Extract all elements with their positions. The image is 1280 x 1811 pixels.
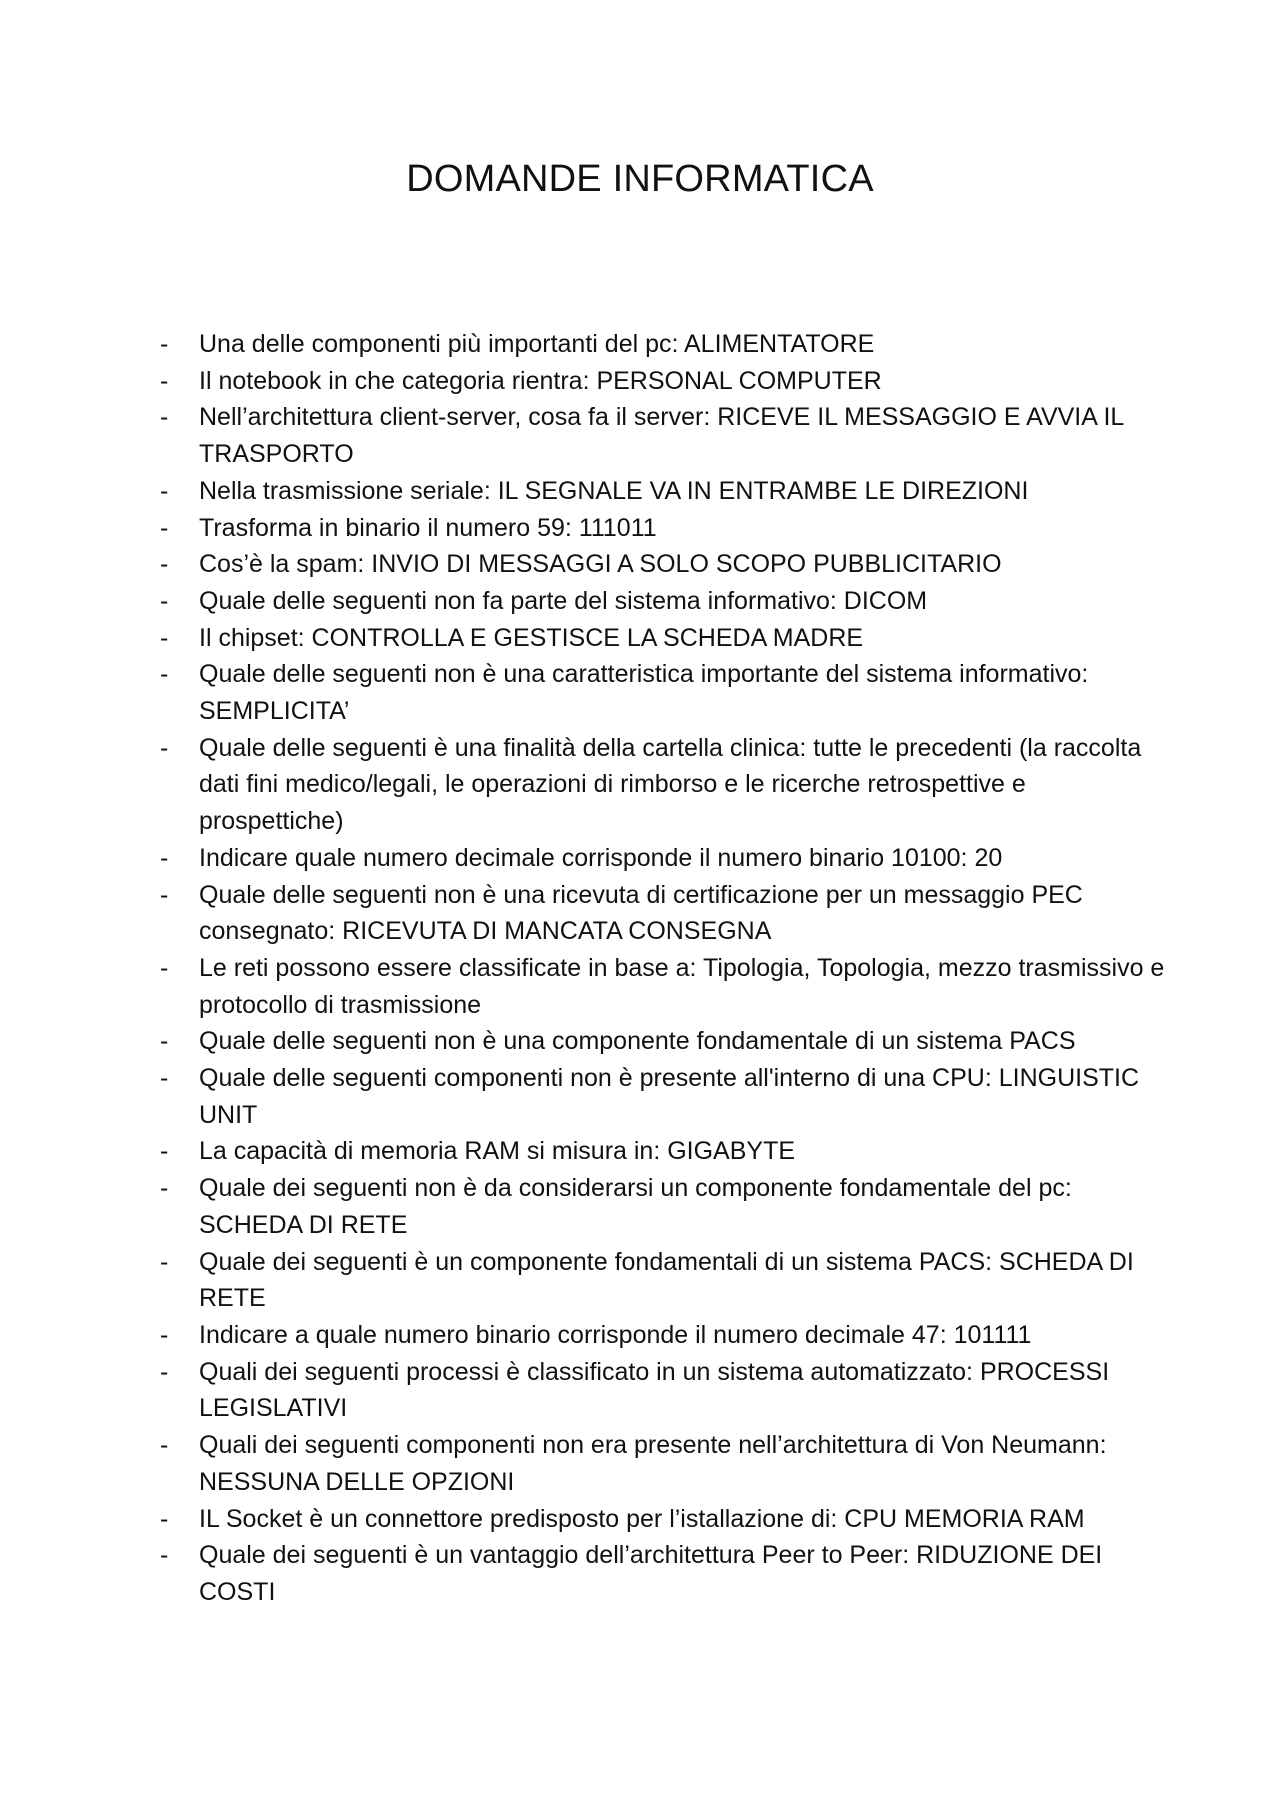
bullet-dash: - xyxy=(160,1541,169,1570)
item-text: Quale delle seguenti non è una componente fondamentale di un sistema PACS xyxy=(199,1027,1076,1056)
bullet-dash: - xyxy=(160,1357,169,1386)
bullet-dash: - xyxy=(160,843,169,872)
bullet-dash: - xyxy=(160,953,169,982)
bullet-dash: - xyxy=(160,550,169,579)
bullet-dash: - xyxy=(160,330,169,358)
bullet-dash: - xyxy=(160,1431,169,1460)
list-item xyxy=(160,583,1170,620)
item-text: Indicare quale numero decimale corrisponde il numero binario 10100: 20 xyxy=(199,843,1003,872)
bullet-dash: - xyxy=(160,1247,169,1276)
list-item xyxy=(160,1170,1170,1243)
item-text: Quali dei seguenti processi è classificato in un sistema automatizzato: PROCESSI LEGISLATIVI xyxy=(199,1357,1110,1423)
item-text: Quale delle seguenti componenti non è presente all'interno di una CPU: LINGUISTIC UNIT xyxy=(199,1064,1140,1129)
list-item xyxy=(160,656,1170,729)
bullet-dash: - xyxy=(160,1027,169,1056)
list-item xyxy=(160,546,1170,583)
list-item xyxy=(160,1133,1170,1170)
list-item xyxy=(160,1317,1170,1354)
list-item xyxy=(160,1501,1170,1538)
bullet-dash: - xyxy=(160,1064,169,1093)
item-text: Quale dei seguenti è un vantaggio dell’architettura Peer to Peer: RIDUZIONE DEI COSTI xyxy=(199,1541,1103,1606)
list-item xyxy=(160,1023,1170,1060)
item-text: Le reti possono essere classificate in base a: Tipologia, Topologia, mezzo trasmissivo e protocollo di trasmissione xyxy=(199,953,1165,1019)
item-text: Cos’è la spam: INVIO DI MESSAGGI A SOLO SCOPO PUBBLICITARIO xyxy=(199,550,1002,579)
question-list xyxy=(160,326,1170,1611)
bullet-dash: - xyxy=(160,1137,169,1166)
item-text: Quale delle seguenti non è una ricevuta di certificazione per un messaggio PEC consegnato: RICEVUTA DI MANCATA CONSEGNA xyxy=(199,880,1083,946)
item-text: Quale dei seguenti è un componente fondamentali di un sistema PACS: SCHEDA DI RETE xyxy=(199,1247,1134,1313)
bullet-dash: - xyxy=(160,733,169,762)
item-text: Quale delle seguenti non fa parte del sistema informativo: DICOM xyxy=(199,586,928,615)
list-item xyxy=(160,620,1170,657)
list-item xyxy=(160,840,1170,877)
bullet-dash: - xyxy=(160,403,169,432)
item-text: Quali dei seguenti componenti non era presente nell’architettura di Von Neumann: NESSUNA DELLE OPZIONI xyxy=(199,1431,1107,1496)
item-text: Quale dei seguenti non è da considerarsi un componente fondamentale del pc: SCHEDA DI RETE xyxy=(199,1174,1072,1239)
bullet-dash: - xyxy=(160,513,169,542)
bullet-dash: - xyxy=(160,1504,169,1533)
bullet-dash: - xyxy=(160,623,169,652)
item-text: Il notebook in che categoria rientra: PERSONAL COMPUTER xyxy=(199,366,882,395)
bullet-dash: - xyxy=(160,476,169,505)
list-item xyxy=(160,1244,1170,1317)
item-text: Nell’architettura client-server, cosa fa il server: RICEVE IL MESSAGGIO E AVVIA IL TRASPORTO xyxy=(199,403,1124,469)
list-item xyxy=(160,950,1170,1023)
item-text: Quale delle seguenti non è una caratteristica importante del sistema informativo: SEMPLICITA’ xyxy=(199,660,1089,726)
list-item xyxy=(160,326,1170,363)
bullet-dash: - xyxy=(160,880,169,909)
item-text: Quale delle seguenti è una finalità della cartella clinica: tutte le precedenti (la raccolta dati fini medico/legali, le operazioni di rimborso e le ricerche retrospettive e prospettiche) xyxy=(199,733,1142,836)
item-text: La capacità di memoria RAM si misura in: GIGABYTE xyxy=(199,1137,796,1166)
bullet-dash: - xyxy=(160,1320,169,1349)
document-title: DOMANDE INFORMATICA xyxy=(406,158,874,200)
list-item xyxy=(160,877,1170,950)
list-item xyxy=(160,1427,1170,1500)
bullet-dash: - xyxy=(160,366,169,395)
item-text: Indicare a quale numero binario corrisponde il numero decimale 47: 101111 xyxy=(199,1320,1032,1349)
item-text: Una delle componenti più importanti del pc: ALIMENTATORE xyxy=(199,330,875,358)
list-item xyxy=(160,730,1170,840)
list-item xyxy=(160,1354,1170,1427)
item-text: Il chipset: CONTROLLA E GESTISCE LA SCHEDA MADRE xyxy=(199,623,864,652)
item-text: IL Socket è un connettore predisposto per l’istallazione di: CPU MEMORIA RAM xyxy=(199,1504,1085,1533)
list-item xyxy=(160,399,1170,472)
bullet-dash: - xyxy=(160,660,169,689)
item-text: Nella trasmissione seriale: IL SEGNALE VA IN ENTRAMBE LE DIREZIONI xyxy=(199,476,1029,505)
item-text: Trasforma in binario il numero 59: 111011 xyxy=(199,513,657,542)
bullet-dash: - xyxy=(160,586,169,615)
list-item xyxy=(160,363,1170,400)
bullet-dash: - xyxy=(160,1174,169,1203)
list-item xyxy=(160,473,1170,510)
list-item xyxy=(160,1537,1170,1610)
list-item xyxy=(160,510,1170,547)
list-item xyxy=(160,1060,1170,1133)
